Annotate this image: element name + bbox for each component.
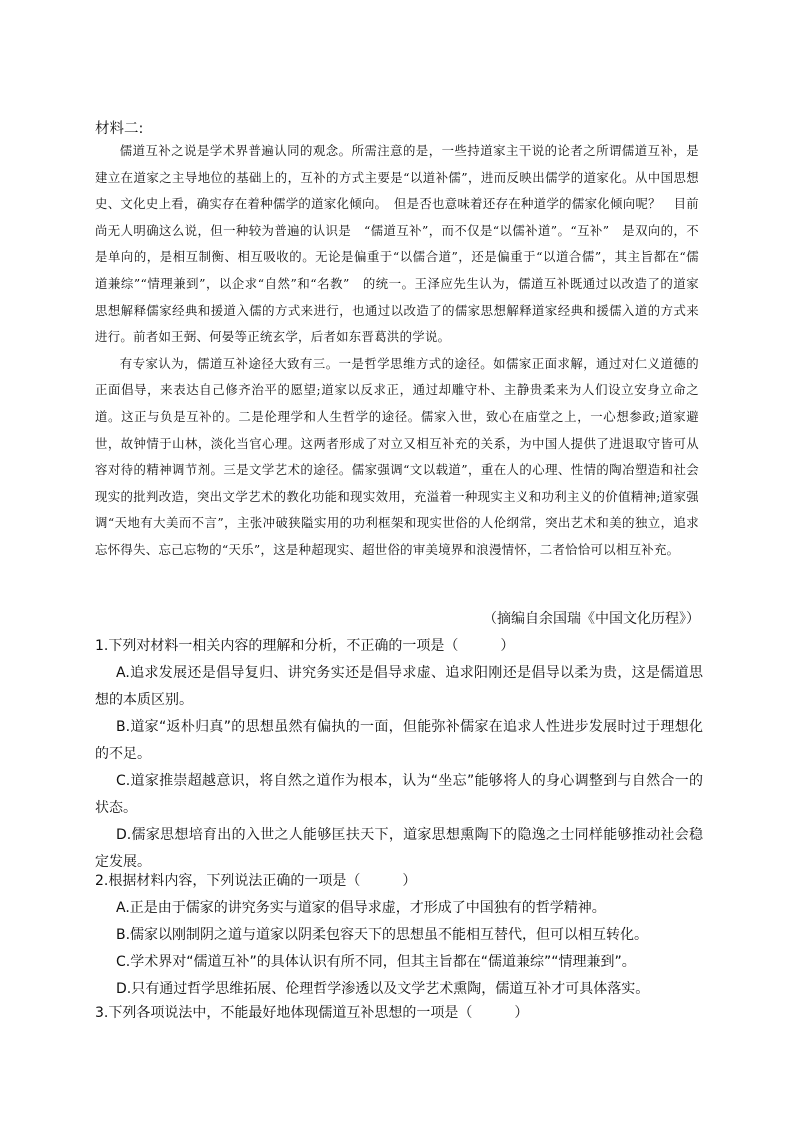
question-1-option-a: A.追求发展还是倡导复归、讲究务实还是倡导求虚、追求阳刚还是倡导以柔为贵，这是儒道思想的本质区别。	[95, 665, 703, 708]
question-2-option-a: A.正是由于儒家的讲究务实与道家的倡导求虚，才形成了中国独有的哲学精神。	[116, 900, 606, 916]
source-citation: （摘编自余国瑞《中国文化历程》）	[483, 611, 700, 627]
question-1-option-c: C.道家推崇超越意识，将自然之道作为根本，认为“坐忘”能够将人的身心调整到与自然合一的状态。	[95, 773, 703, 816]
reading-passage	[95, 138, 699, 564]
question-1-stem: 1.下列对材料一相关内容的理解和分析，不正确的一项是（ ）	[95, 638, 515, 654]
passage-paragraph-1: 儒道互补之说是学术界普遍认同的观念。所需注意的是，一些持道家主干说的论者之所谓儒道互补，是建立在道家之主导地位的基础上的，互补的方式主要是“以道补儒”，进而反映出儒学的道家化。从中国思想史、文化史上看，确实存在着种儒学的道家化倾向。 但是否也意味着还存在种道学的儒家化倾向呢？ 目前尚无人明确这么说，但一种较为普遍的认识是 “儒道互补”，而不仅是“以儒补道”。“互补” 是双向的，不是单向的，是相互制衡、相互吸收的。无论是偏重于“以儒合道”，还是偏重于“以道合儒”，其主旨都在“儒道兼综”“情理兼到”，以企求“自然”和“名教” 的统一。王泽应先生认为，儒道互补既通过以改造了的道家思想解释儒家经典和援道入儒的方式来进行，也通过以改造了的儒家思想解释道家经典和援儒入道的方式来进行。前者如王弼、何晏等正统玄学，后者如东晋葛洪的学说。	[95, 143, 699, 345]
question-2-option-d: D.只有通过哲学思维拓展、伦理哲学渗透以及文学艺术熏陶，儒道互补才可具体落实。	[116, 981, 650, 997]
passage-paragraph-2: 有专家认为，儒道互补途径大致有三。一是哲学思维方式的途径。如儒家正面求解，通过对仁义道德的正面倡导，来表达自己修齐治平的愿望;道家以反求正，通过却雕守朴、主静贵柔来为人们设立安身立命之道。这正与负是互补的。二是伦理学和人生哲学的途径。儒家入世，致心在庙堂之上，一心想参政;道家避世，故钟情于山林，淡化当官心理。这两者形成了对立又相互补充的关系，为中国人提供了进退取守皆可从容对待的精神调节剂。三是文学艺术的途径。儒家强调“文以载道”，重在人的心理、性情的陶冶塑造和社会现实的批判改造，突出文学艺术的教化功能和现实效用，充溢着一种现实主义和功利主义的价值精神;道家强调“天地有大美而不言”，主张冲破狭隘实用的功利框架和现实世俗的人伦纲常，突出艺术和美的独立，追求忘怀得失、忘己忘物的“天乐”，这是种超现实、超世俗的审美境界和浪漫情怀，二者恰恰可以相互补充。	[95, 355, 699, 557]
question-2-option-b: B.儒家以刚制阴之道与道家以阴柔包容天下的思想虽不能相互替代，但可以相互转化。	[116, 927, 649, 943]
question-2-stem: 2.根据材料内容，下列说法正确的一项是（ ）	[95, 873, 417, 889]
question-2	[95, 868, 703, 1003]
question-3	[95, 1000, 703, 1027]
question-2-option-c: C.学术界对“儒道互补”的具体认识有所不同，但其主旨都在“儒道兼综”“情理兼到”。	[116, 954, 636, 970]
question-3-stem: 3.下列各项说法中，不能最好地体现儒道互补思想的一项是（ ）	[95, 1005, 529, 1021]
question-1-option-d: D.儒家思想培育出的入世之人能够匡扶天下，道家思想熏陶下的隐逸之士同样能够推动社会稳定发展。	[95, 827, 703, 870]
question-1	[95, 633, 703, 876]
question-1-option-b: B.道家“返朴归真”的思想虽然有偏执的一面，但能弥补儒家在追求人性进步发展时过于理想化的不足。	[95, 719, 703, 762]
material-label: 材料二:	[95, 121, 144, 137]
